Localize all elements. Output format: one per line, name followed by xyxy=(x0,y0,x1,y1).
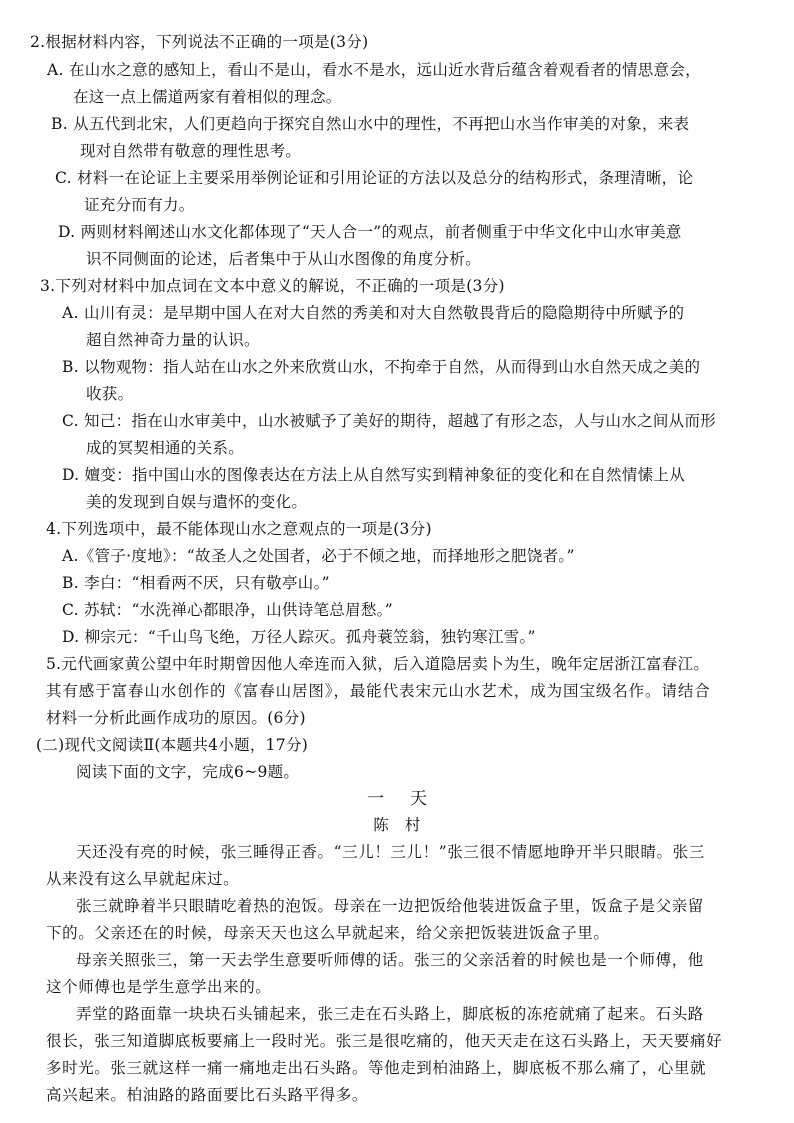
story-p4-line3: 多时光。张三就这样一痛一痛地走出石头路。等他走到柏油路上，脚底板不那么痛了，心里就 xyxy=(46,1059,707,1077)
story-title-char-1: 一 xyxy=(367,789,384,809)
q2-option-b-line1: B. 从五代到北宋，人们更趋向于探究自然山水中的理性，不再把山水当作审美的对象，来表 xyxy=(51,115,690,133)
q2-stem: 2.根据材料内容，下列说法不正确的一项是(3分) xyxy=(30,33,369,51)
story-p2-line2: 下的。父亲还在的时候，母亲天天也这么早就起来，给父亲把饭装进饭盒子里。 xyxy=(46,924,610,942)
section-heading: (二)现代文阅读Ⅱ(本题共4小题，17分) xyxy=(36,736,309,754)
q3-option-d-line1: D. 嬗变：指中国山水的图像表达在方法上从自然写实到精神象征的变化和在自然情愫上从 xyxy=(62,466,686,484)
story-p2-line1: 张三就睁着半只眼睛吃着热的泡饭。母亲在一边把饭给他装进饭盒子里，饭盒子是父亲留 xyxy=(76,897,704,915)
story-title xyxy=(0,789,794,809)
q3-option-c-line1: C. 知己：指在山水审美中，山水被赋予了美好的期待，超越了有形之态，人与山水之间从而形 xyxy=(62,412,717,430)
story-p1-line2: 从来没有这么早就起床过。 xyxy=(46,870,240,888)
q5-line1: 5.元代画家黄公望中年时期曾因他人牵连而入狱，后入道隐居卖卜为生，晚年定居浙江富春江。 xyxy=(46,655,710,673)
q2-option-d-line1: D. 两则材料阐述山水文化都体现了“天人合一”的观点，前者侧重于中华文化中山水审美意 xyxy=(58,223,682,241)
story-p4-line4: 高兴起来。柏油路的路面要比石头路平得多。 xyxy=(46,1086,369,1104)
q4-stem: 4.下列选项中，最不能体现山水之意观点的一项是(3分) xyxy=(46,520,432,538)
q3-option-a-line1: A. 山川有灵：是早期中国人在对大自然的秀美和对大自然敬畏背后的隐隐期待中所赋予的 xyxy=(62,304,685,322)
q2-option-a-line2: 在这一点上儒道两家有着相似的理念。 xyxy=(73,88,342,106)
q5-line2: 其有感于富春山水创作的《富春山居图》，最能代表宋元山水艺术，成为国宝级名作。请结合 xyxy=(46,682,711,700)
q3-option-d-line2: 美的发现到自娱与遣怀的变化。 xyxy=(86,493,308,511)
story-title-char-2: 天 xyxy=(410,789,427,809)
q3-option-c-line2: 成的冥契相通的关系。 xyxy=(86,439,245,457)
q2-option-c-line2: 证充分而有力。 xyxy=(84,196,195,214)
q4-option-d: D. 柳宗元：“千山鸟飞绝，万径人踪灭。孤舟蓑笠翁，独钓寒江雪。” xyxy=(62,628,536,646)
q3-stem: 3.下列对材料中加点词在文本中意义的解说，不正确的一项是(3分) xyxy=(40,277,505,295)
q4-option-b: B. 李白：“相看两不厌，只有敬亭山。” xyxy=(62,574,330,592)
q2-option-a-line1: A. 在山水之意的感知上，看山不是山，看水不是水，远山近水背后蕴含着观看者的情思意会， xyxy=(47,61,701,79)
q2-option-c-line1: C. 材料一在论证上主要采用举例论证和引用论证的方法以及总分的结构形式，条理清晰，论 xyxy=(55,169,694,187)
q3-option-b-line1: B. 以物观物：指人站在山水之外来欣赏山水，不拘牵于自然，从而得到山水自然天成之美的 xyxy=(62,358,701,376)
q2-option-d-line2: 识不同侧面的论述，后者集中于从山水图像的角度分析。 xyxy=(86,250,482,268)
story-p4-line2: 很长，张三知道脚底板要痛上一段时光。张三是很吃痛的，他天天走在这石头路上，天天要痛好 xyxy=(46,1032,723,1050)
story-p1-line1: 天还没有亮的时候，张三睡得正香。“三儿！三儿！”张三很不情愿地睁开半只眼睛。张三 xyxy=(76,843,705,861)
story-p3-line2: 这个师傅也是学生意学出来的。 xyxy=(46,978,272,996)
q3-option-b-line2: 收获。 xyxy=(86,385,134,403)
q4-option-c: C. 苏轼：“水洗禅心都眼净，山供诗笔总眉愁。” xyxy=(62,601,393,619)
story-p4-line1: 弄堂的路面靠一块块石头铺起来，张三走在石头路上，脚底板的冻疮就痛了起来。石头路 xyxy=(76,1005,704,1023)
q4-option-a: A.《管子·度地》：“故圣人之处国者，必于不倾之地，而择地形之肥饶者。” xyxy=(62,547,575,565)
story-author: 陈 村 xyxy=(373,816,421,834)
q3-option-a-line2: 超自然神奇力量的认识。 xyxy=(86,331,260,349)
q5-line3: 材料一分析此画作成功的原因。(6分) xyxy=(46,709,306,727)
q2-option-b-line2: 现对自然带有敬意的理性思考。 xyxy=(80,142,302,160)
section-instruction: 阅读下面的文字，完成6~9题。 xyxy=(76,763,300,781)
story-p3-line1: 母亲关照张三，第一天去学生意要听师傅的话。张三的父亲活着的时候也是一个师傅，他 xyxy=(76,951,704,969)
